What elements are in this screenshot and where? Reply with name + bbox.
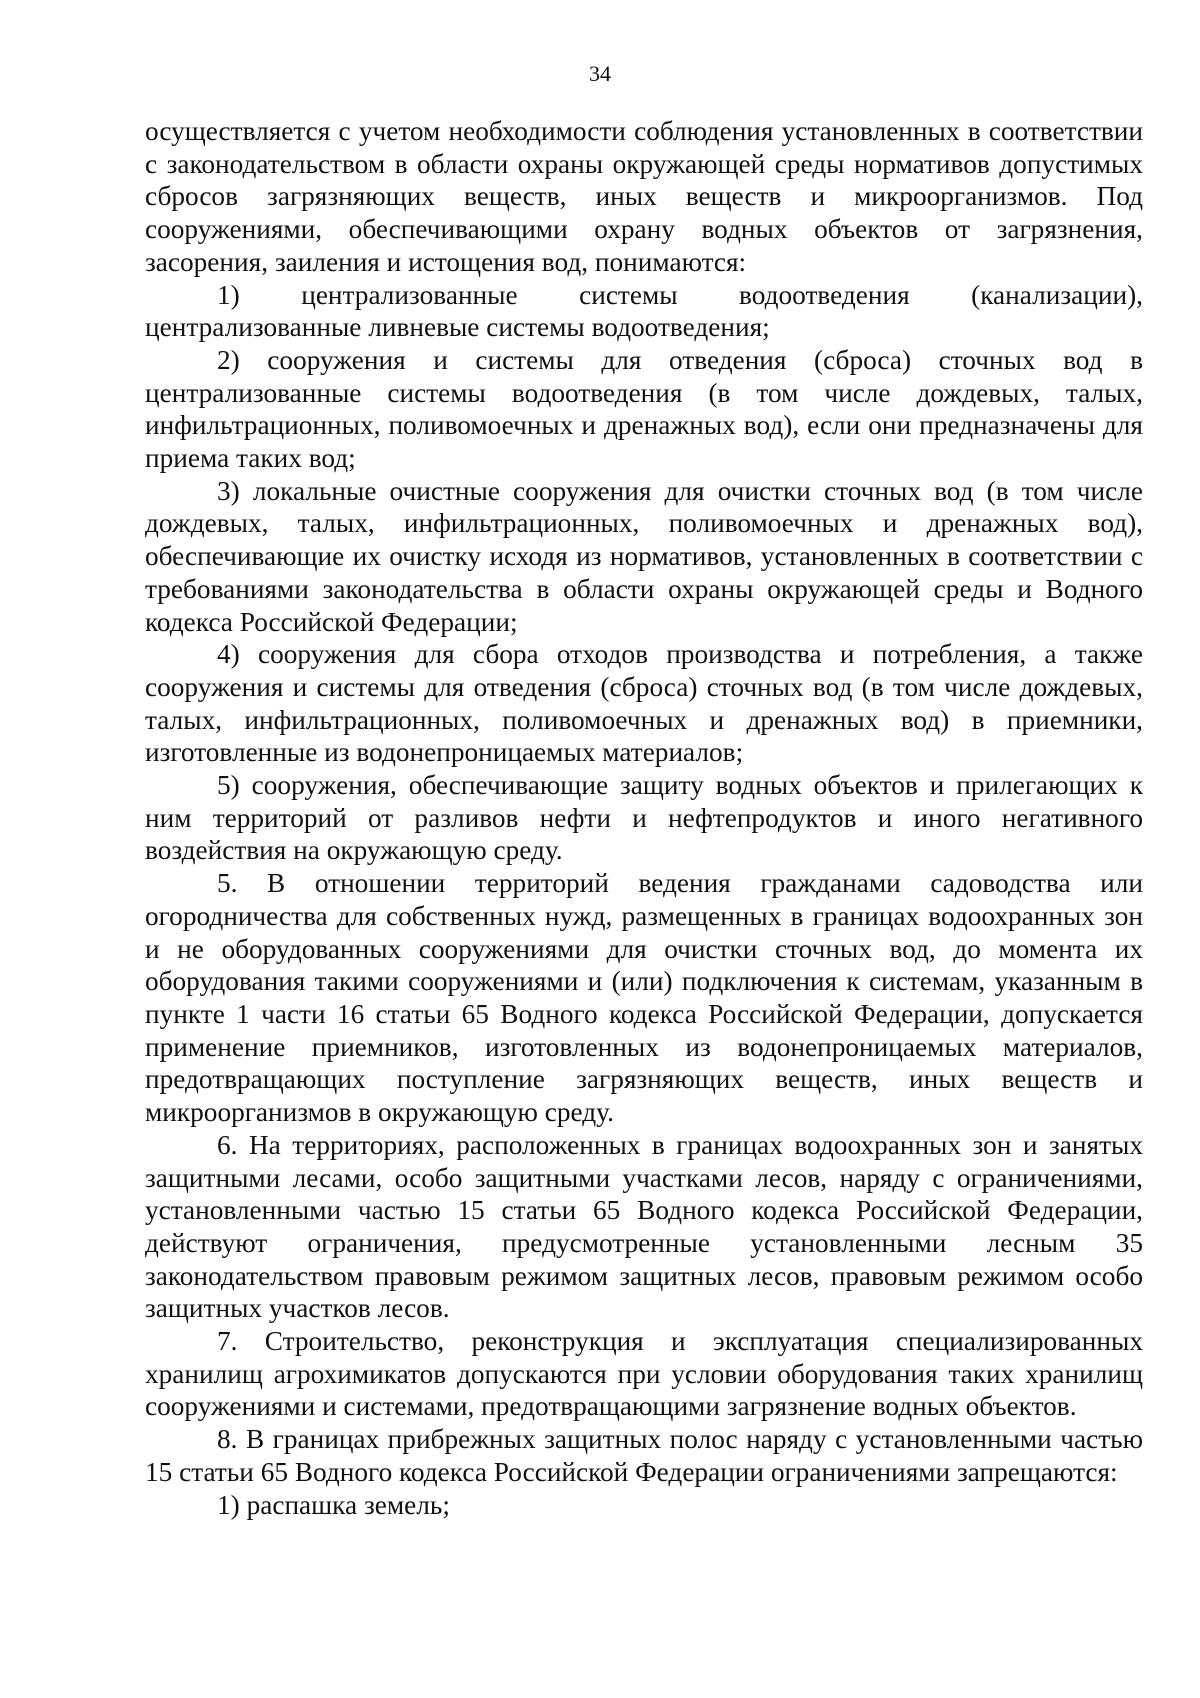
clause-8-coastal-protective-strips: 8. В границах прибрежных защитных полос наряду с установленными частью 15 статьи 65 Водного кодекса Российской Федерации ограничениями запрещаются: <box>145 1424 1143 1487</box>
clause-6-protective-forests: 6. На территориях, расположенных в границах водоохранных зон и занятых защитными лесами, особо защитными участками лесов, наряду с ограничениями, установленными частью 15 статьи 65 Водного кодекса Российской Федерации, действуют ограничения, предусмотренные установленными лесным 35 законодательством правовым режимом защитных лесов, правовым режимом особо защитных участков лесов. <box>145 1129 1143 1324</box>
document-body <box>145 115 1143 1521</box>
clause-5-gardening-territories: 5. В отношении территорий ведения гражданами садоводства или огородничества для собственных нужд, размещенных в границах водоохранных зон и не оборудованных сооружениями для очистки сточных вод, до момента их оборудования такими сооружениями и (или) подключения к системам, указанным в пункте 1 части 16 статьи 65 Водного кодекса Российской Федерации, допускается применение приемников, изготовленных из водонепроницаемых материалов, предотвращающих поступление загрязняющих веществ, иных веществ и микроорганизмов в окружающую среду. <box>145 868 1143 1128</box>
clause-7-agrochemical-storage: 7. Строительство, реконструкция и эксплуатация специализированных хранилищ агрохимикатов допускаются при условии оборудования таких хранилищ сооружениями и системами, предотвращающими загрязнение водных объектов. <box>145 1326 1143 1422</box>
list-item-4-waste-collection: 4) сооружения для сбора отходов производства и потребления, а также сооружения и системы для отведения (сброса) сточных вод (в том числе дождевых, талых, инфильтрационных, поливомоечных и дренажных вод) в приемники, изготовленные из водонепроницаемых материалов; <box>145 639 1143 768</box>
list-item-5-oil-spill-protection: 5) сооружения, обеспечивающие защиту водных объектов и прилегающих к ним территорий от разливов нефти и нефтепродуктов и иного негативного воздействия на окружающую среду. <box>145 770 1143 866</box>
list-item-1-centralized-systems: 1) централизованные системы водоотведения (канализации), централизованные ливневые системы водоотведения; <box>145 279 1143 343</box>
list-item-2-discharge-structures: 2) сооружения и системы для отведения (сброса) сточных вод в централизованные системы водоотведения (в том числе дождевых, талых, инфильтрационных, поливомоечных и дренажных вод), если они предназначены для приема таких вод; <box>145 344 1143 474</box>
list-item-1-plowing: 1) распашка земель; <box>217 1489 450 1520</box>
page-number: 34 <box>589 61 611 86</box>
paragraph-continuation: осуществляется с учетом необходимости соблюдения установленных в соответствии с законодательством в области охраны окружающей среды нормативов допустимых сбросов загрязняющих веществ, иных веществ и микроорганизмов. Под сооружениями, обеспечивающими охрану водных объектов от загрязнения, засорения, заиления и истощения вод, понимаются: <box>145 116 1143 277</box>
list-item-3-local-treatment: 3) локальные очистные сооружения для очистки сточных вод (в том числе дождевых, талых, инфильтрационных, поливомоечных и дренажных вод), обеспечивающие их очистку исходя из нормативов, установленных в соответствии с требованиями законодательства в области охраны окружающей среды и Водного кодекса Российской Федерации; <box>145 475 1143 637</box>
